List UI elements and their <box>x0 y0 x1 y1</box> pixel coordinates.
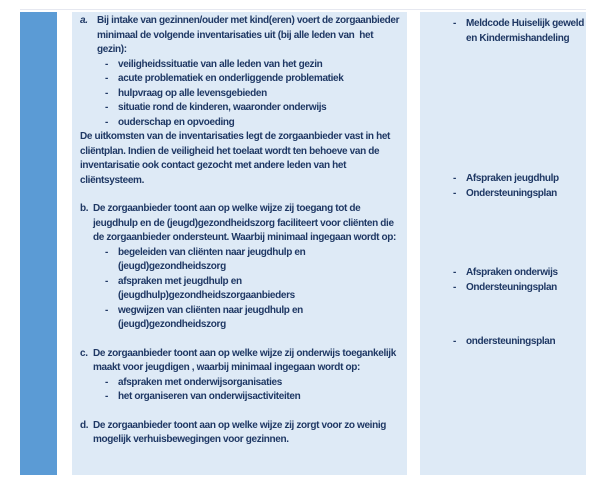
reference-item <box>420 187 584 202</box>
reference-group-jeugdhulp <box>420 172 584 201</box>
requirement-a <box>80 14 402 188</box>
dash-marker: - <box>105 87 108 99</box>
dash-marker: - <box>453 173 456 184</box>
list-item <box>80 304 402 333</box>
reference-item <box>420 281 584 296</box>
dash-marker: - <box>453 187 456 199</box>
requirement-text: Bij intake van gezinnen/ouder met kind(eren) voert de zorgaanbieder minimaal de volgende inventarisaties uit (bij alle leden van het gezin): <box>97 15 402 55</box>
list-item-text: begeleiden van cliënten naar jeugdhulp en (jeugd)gezondheidszorg <box>118 246 308 272</box>
reference-item <box>420 172 584 187</box>
requirement-text: De zorgaanbieder toont aan op welke wijze zij onderwijs toegankelijk maakt voor jeugdigen , waarbij minimaal ingegaan wordt op: <box>93 347 401 373</box>
list-item-text: ouderschap en opvoeding <box>118 116 235 128</box>
dash-marker: - <box>453 336 456 347</box>
requirement-head <box>80 14 402 58</box>
dash-marker: - <box>105 376 108 388</box>
dash-marker: - <box>105 102 108 113</box>
dash-marker: - <box>453 267 456 278</box>
list-item <box>80 376 402 391</box>
reference-group-onderwijs <box>420 266 584 295</box>
reference-text: Ondersteuningsplan <box>466 187 557 199</box>
reference-item <box>420 266 584 281</box>
list-item <box>80 246 402 275</box>
list-item <box>80 116 402 131</box>
reference-item <box>420 335 584 350</box>
list-item-text: afspraken met jeugdhulp en (jeugdhulp)gezondheidszorgaanbieders <box>118 275 295 301</box>
reference-group-intake <box>420 17 587 46</box>
references-cell <box>420 12 586 475</box>
list-item <box>80 275 402 304</box>
reference-item <box>420 17 587 46</box>
requirement-label: a. <box>80 15 88 26</box>
requirement-text: De zorgaanbieder toont aan op welke wijze zij toegang tot de jeugdhulp en de (jeugd)gezondheidszorg faciliteert voor cliënten die de zorgaanbieder ondersteunt. Waarbij minimaal ingegaan wordt op: <box>93 203 397 243</box>
list-item-text: veiligheidssituatie van alle leden van het gezin <box>118 58 323 70</box>
requirement-c <box>80 347 402 405</box>
requirement-text: De zorgaanbieder toont aan op welke wijze zij zorgt voor zo weinig mogelijk verhuisbewegingen voor gezinnen. <box>93 419 389 445</box>
reference-group-ondersteuningsplan <box>420 335 584 350</box>
dash-marker: - <box>105 391 108 402</box>
list-item-text: situatie rond de kinderen, waaronder onderwijs <box>118 102 327 113</box>
reference-text: Afspraken jeugdhulp <box>466 173 559 184</box>
list-item-text: hulpvraag op alle levensgebieden <box>118 87 267 99</box>
list-item <box>80 101 402 116</box>
requirement-label: b. <box>80 203 89 214</box>
dash-marker: - <box>105 116 108 128</box>
accent-column-cell <box>20 12 57 475</box>
dash-marker: - <box>105 304 108 316</box>
requirement-head <box>80 419 402 448</box>
requirement-label: c. <box>80 347 88 359</box>
requirement-label: d. <box>80 419 89 431</box>
list-item-text: wegwijzen van cliënten naar jeugdhulp en (jeugd)gezondheidszorg <box>118 304 306 330</box>
list-item <box>80 87 402 102</box>
dash-marker: - <box>105 58 108 70</box>
list-item-text: afspraken met onderwijsorganisaties <box>118 376 282 388</box>
reference-text: ondersteuningsplan <box>466 336 556 347</box>
reference-text: Afspraken onderwijs <box>466 267 558 278</box>
dash-marker: - <box>105 246 108 258</box>
dash-marker: - <box>453 281 456 293</box>
requirements-cell <box>72 12 407 475</box>
requirement-head <box>80 347 402 376</box>
requirement-d <box>80 419 402 448</box>
reference-text: Meldcode Huiselijk geweld en Kindermishandeling <box>466 18 587 44</box>
list-item <box>80 390 402 405</box>
requirement-b <box>80 202 402 333</box>
row-divider <box>20 9 586 10</box>
reference-text: Ondersteuningsplan <box>466 281 557 293</box>
dash-marker: - <box>105 275 108 287</box>
requirement-note: De uitkomsten van de inventarisaties legt de zorgaanbieder vast in het cliëntplan. Indien de veiligheid het toelaat wordt ten behoeve van de inventarisatie ook contact gezocht met andere leden van het cliëntsysteem. <box>80 131 393 186</box>
requirement-head <box>80 202 402 246</box>
list-item-text: acute problematiek en onderliggende problematiek <box>118 73 344 84</box>
list-item <box>80 72 402 87</box>
dash-marker: - <box>105 73 108 84</box>
list-item <box>80 58 402 73</box>
dash-marker: - <box>453 18 456 29</box>
list-item-text: het organiseren van onderwijsactiviteiten <box>118 391 301 402</box>
